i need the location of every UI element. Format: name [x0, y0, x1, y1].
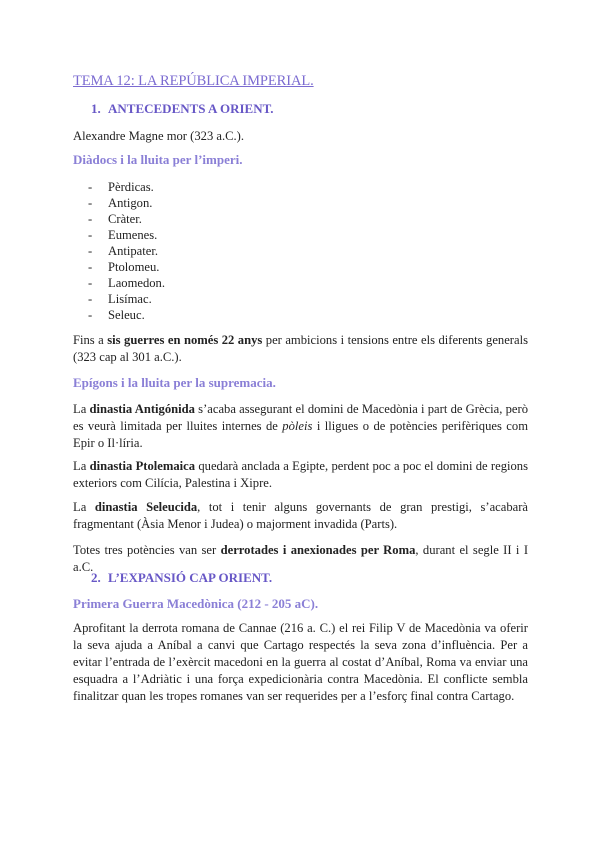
section-number: 1.	[91, 101, 101, 116]
list-item: - Pèrdicas.	[88, 180, 154, 194]
section-label: ANTECEDENTS A ORIENT.	[108, 101, 274, 116]
diadocs-list	[88, 179, 165, 323]
subheading-diadocs: Diàdocs i la lluita per l’imperi.	[73, 152, 243, 167]
section-heading-expansio	[91, 570, 272, 586]
section-label: L’EXPANSIÓ CAP ORIENT.	[108, 570, 273, 585]
paragraph-guerres: Fins a sis guerres en només 22 anys per ambicions i tensions entre els diferents generals (323 cap al 301 a.C.).	[73, 333, 528, 364]
subheading-primera-guerra: Primera Guerra Macedònica (212 - 205 aC).	[73, 596, 319, 611]
section-number: 2.	[91, 570, 101, 585]
paragraph-antigonida: La dinastia Antigónida s’acaba assegurant el domini de Macedònia i part de Grècia, però es veurà limitada per lluites internes de pòleis i lligues o de potències perifèriques com Epir o Il·líria.	[73, 402, 528, 450]
section-heading-antecedents	[91, 101, 274, 117]
list-dash: -	[88, 292, 93, 306]
paragraph-aprofitant: Aprofitant la derrota romana de Cannae (216 a. C.) el rei Filip V de Macedònia va oferir la seva ajuda a Aníbal a canvi que Cartago respectés la seva zona d’influència. Per a evitar l’entrada de l’exèrcit macedoni en la guerra al costat d’Aníbal, Roma va enviar una esquadra a l’Adriàtic i una força expedicionària contra Macedònia. El conflicte sembla finalitzar quan les tropes romanes van ser requerides per a l’esforç final contra Cartago.	[73, 621, 528, 703]
list-item: - Antigon.	[88, 196, 153, 210]
list-item: - Cràter.	[88, 212, 142, 226]
list-item: - Eumenes.	[88, 228, 158, 242]
paragraph-seleucida: La dinastia Seleucida, tot i tenir alguns governants de gran prestigi, s’acabarà fragmentant (Àsia Menor i Judea) o majorment invadida (Parts).	[73, 500, 529, 531]
list-dash: -	[88, 260, 93, 274]
paragraph-ptolemaica: La dinastia Ptolemaica quedarà anclada a Egipte, perdent poc a poc el domini de regions exteriors com Cilícia, Palestina i Xipre.	[73, 459, 529, 490]
list-dash: -	[88, 180, 93, 194]
list-dash: -	[88, 212, 93, 226]
paragraph-alexandre: Alexandre Magne mor (323 a.C.).	[73, 129, 245, 143]
subheading-epigons: Epígons i la lluita per la supremacia.	[73, 375, 276, 390]
page-title: TEMA 12: LA REPÚBLICA IMPERIAL.	[73, 73, 314, 89]
list-dash: -	[88, 196, 93, 210]
list-dash: -	[88, 308, 93, 322]
list-dash: -	[88, 244, 93, 258]
list-dash: -	[88, 228, 93, 242]
list-item: - Laomedon.	[88, 276, 166, 290]
list-item: - Seleuc.	[88, 308, 145, 322]
list-item: - Ptolomeu.	[88, 260, 160, 274]
paragraph-totes: Totes tres potències van ser derrotades i anexionades per Roma, durant el segle II i I a.C.	[73, 543, 529, 574]
list-item: - Antipater.	[88, 244, 159, 258]
list-dash: -	[88, 276, 93, 290]
list-item: - Lisímac.	[88, 292, 152, 306]
